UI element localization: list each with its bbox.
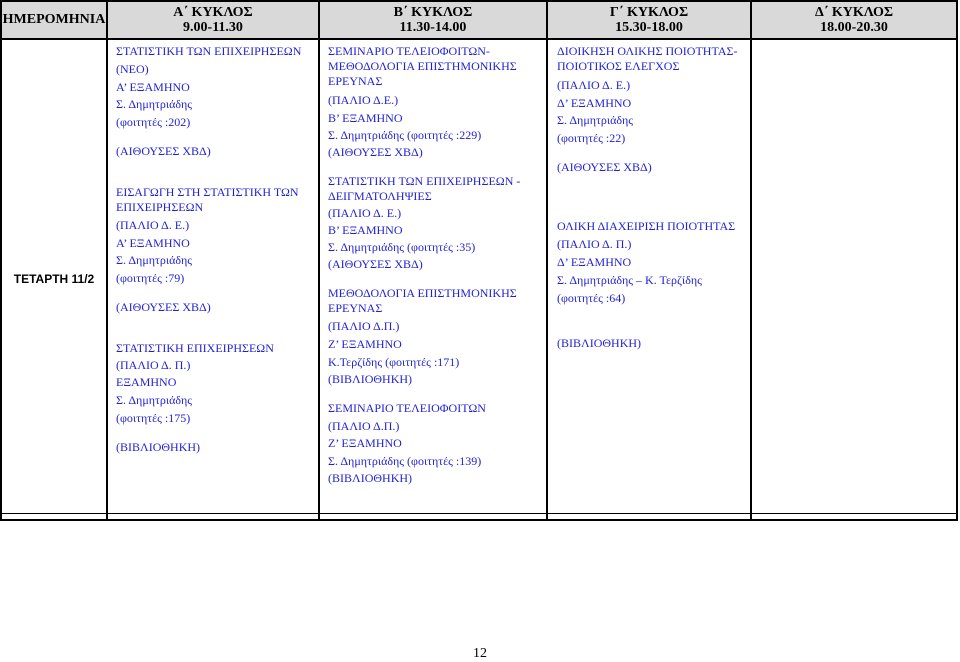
header-date: [2, 2, 106, 38]
header-cycle-c: [548, 2, 750, 38]
course-room: (ΑΙΘΟΥΣΕΣ ΧΒΔ): [328, 257, 423, 271]
course-room: (ΒΙΒΛΙΟΘΗΚΗ): [557, 336, 642, 350]
col-divider: [546, 2, 548, 519]
header-divider: [2, 38, 956, 40]
header-cycle-b: [320, 2, 546, 38]
course-semester: Β’ ΕΞΑΜΗΝΟ: [328, 223, 403, 237]
course-tag: (ΝΕΟ): [116, 62, 149, 76]
course-students: (φοιτητές :64): [557, 291, 626, 305]
course-title: ΣΕΜΙΝΑΡΙΟ ΤΕΛΕΙΟΦΟΙΤΩΝ: [328, 401, 486, 415]
course-semester: Δ’ ΕΞΑΜΗΝΟ: [557, 96, 632, 110]
cycle-b-column: [328, 44, 520, 486]
course-students: (φοιτητές :175): [116, 411, 191, 425]
course-title: ΣΤΑΤΙΣΤΙΚΗ ΕΠΙΧΕΙΡΗΣΕΩΝ: [116, 341, 274, 355]
cycle-a-column: [116, 44, 301, 455]
course-teacher: Σ. Δημητριάδης: [557, 113, 634, 127]
bottom-rule: [2, 513, 956, 514]
course-teacher: Σ. Δημητριάδης: [116, 393, 193, 407]
course-tag: (ΠΑΛΙΟ Δ. Ε.): [328, 206, 402, 220]
cycle-a-name: Α΄ ΚΥΚΛΟΣ: [173, 5, 253, 20]
course-semester: Ζ’ ΕΞΑΜΗΝΟ: [328, 436, 402, 450]
course-semester: ΕΞΑΜΗΝΟ: [116, 375, 177, 389]
course-students: (φοιτητές :79): [116, 271, 185, 285]
course-title: ΣΕΜΙΝΑΡΙΟ ΤΕΛΕΙΟΦΟΙΤΩΝ-: [328, 44, 490, 58]
course-room: (ΑΙΘΟΥΣΕΣ ΧΒΔ): [116, 144, 211, 158]
cycle-b-name: Β΄ ΚΥΚΛΟΣ: [393, 5, 473, 20]
course-room: (ΑΙΘΟΥΣΕΣ ΧΒΔ): [328, 145, 423, 159]
course-teacher: Σ. Δημητριάδης (φοιτητές :139): [328, 454, 482, 468]
course-semester: Α’ ΕΞΑΜΗΝΟ: [116, 236, 190, 250]
page-number: 12: [473, 646, 487, 661]
course-room: (ΒΙΒΛΙΟΘΗΚΗ): [328, 372, 413, 386]
course-title: ΕΠΙΧΕΙΡΗΣΕΩΝ: [116, 200, 204, 214]
course-room: (ΑΙΘΟΥΣΕΣ ΧΒΔ): [557, 160, 652, 174]
header-cycle-d: [752, 2, 956, 38]
cycle-a-time: 9.00-11.30: [183, 20, 243, 35]
course-title: ΟΛΙΚΗ ΔΙΑΧΕΙΡΙΣΗ ΠΟΙΟΤΗΤΑΣ: [557, 219, 736, 233]
course-semester: Ζ’ ΕΞΑΜΗΝΟ: [328, 337, 402, 351]
cycle-d-name: Δ΄ ΚΥΚΛΟΣ: [814, 5, 894, 20]
col-divider: [318, 2, 320, 519]
course-title: ΕΙΣΑΓΩΓΗ ΣΤΗ ΣΤΑΤΙΣΤΙΚΗ ΤΩΝ: [116, 185, 299, 199]
course-tag: (ΠΑΛΙΟ Δ.Π.): [328, 419, 400, 433]
course-tag: (ΠΑΛΙΟ Δ.Π.): [328, 319, 400, 333]
course-teacher: Σ. Δημητριάδης (φοιτητές :229): [328, 128, 482, 142]
header-cycle-a: [108, 2, 318, 38]
course-title: ΜΕΘΟΔΟΛΟΓΙΑ ΕΠΙΣΤΗΜΟΝΙΚΗΣ: [328, 286, 517, 300]
course-teacher: Σ. Δημητριάδης: [116, 97, 193, 111]
course-teacher: Σ. Δημητριάδης: [116, 253, 193, 267]
cycle-d-time: 18.00-20.30: [820, 20, 888, 35]
course-title: ΜΕΘΟΔΟΛΟΓΙΑ ΕΠΙΣΤΗΜΟΝΙΚΗΣ: [328, 59, 517, 73]
course-tag: (ΠΑΛΙΟ Δ. Ε.): [116, 218, 190, 232]
course-title: ΔΕΙΓΜΑΤΟΛΗΨΙΕΣ: [328, 189, 432, 203]
course-title: ΕΡΕΥΝΑΣ: [328, 74, 383, 88]
course-title: ΣΤΑΤΙΣΤΙΚΗ ΤΩΝ ΕΠΙΧΕΙΡΗΣΕΩΝ: [116, 44, 302, 58]
course-teacher: Σ. Δημητριάδης (φοιτητές :35): [328, 240, 476, 254]
course-title: ΕΡΕΥΝΑΣ: [328, 301, 383, 315]
course-students: (φοιτητές :202): [116, 115, 191, 129]
course-teacher: Σ. Δημητριάδης – Κ. Τερζίδης: [557, 273, 702, 287]
course-tag: (ΠΑΛΙΟ Δ. Π.): [557, 237, 632, 251]
course-tag: (ΠΑΛΙΟ Δ. Ε.): [557, 78, 631, 92]
header-date-label: ΗΜΕΡΟΜΗΝΙΑ: [2, 12, 106, 27]
col-divider: [106, 2, 108, 519]
course-students: (φοιτητές :22): [557, 131, 626, 145]
course-room: (ΒΙΒΛΙΟΘΗΚΗ): [328, 471, 413, 485]
course-title: ΔΙΟΙΚΗΣΗ ΟΛΙΚΗΣ ΠΟΙΟΤΗΤΑΣ-: [557, 44, 738, 58]
course-semester: Δ’ ΕΞΑΜΗΝΟ: [557, 255, 632, 269]
course-title: ΣΤΑΤΙΣΤΙΚΗ ΤΩΝ ΕΠΙΧΕΙΡΗΣΕΩΝ -: [328, 174, 521, 188]
cycle-b-time: 11.30-14.00: [399, 20, 467, 35]
course-tag: (ΠΑΛΙΟ Δ. Π.): [116, 358, 191, 372]
cycle-c-time: 15.30-18.00: [615, 20, 683, 35]
course-teacher: Κ.Τερζίδης (φοιτητές :171): [328, 355, 460, 369]
course-room: (ΒΙΒΛΙΟΘΗΚΗ): [116, 440, 201, 454]
col-divider: [750, 2, 752, 519]
course-title: ΠΟΙΟΤΙΚΟΣ ΕΛΕΓΧΟΣ: [557, 59, 680, 73]
course-room: (ΑΙΘΟΥΣΕΣ ΧΒΔ): [116, 300, 211, 314]
course-tag: (ΠΑΛΙΟ Δ.Ε.): [328, 93, 399, 107]
cycle-c-name: Γ΄ ΚΥΚΛΟΣ: [609, 5, 689, 20]
cycle-c-column: [557, 44, 737, 351]
course-semester: Α’ ΕΞΑΜΗΝΟ: [116, 80, 190, 94]
course-semester: Β’ ΕΞΑΜΗΝΟ: [328, 111, 403, 125]
day-label: ΤΕΤΑΡΤΗ 11/2: [13, 272, 95, 286]
